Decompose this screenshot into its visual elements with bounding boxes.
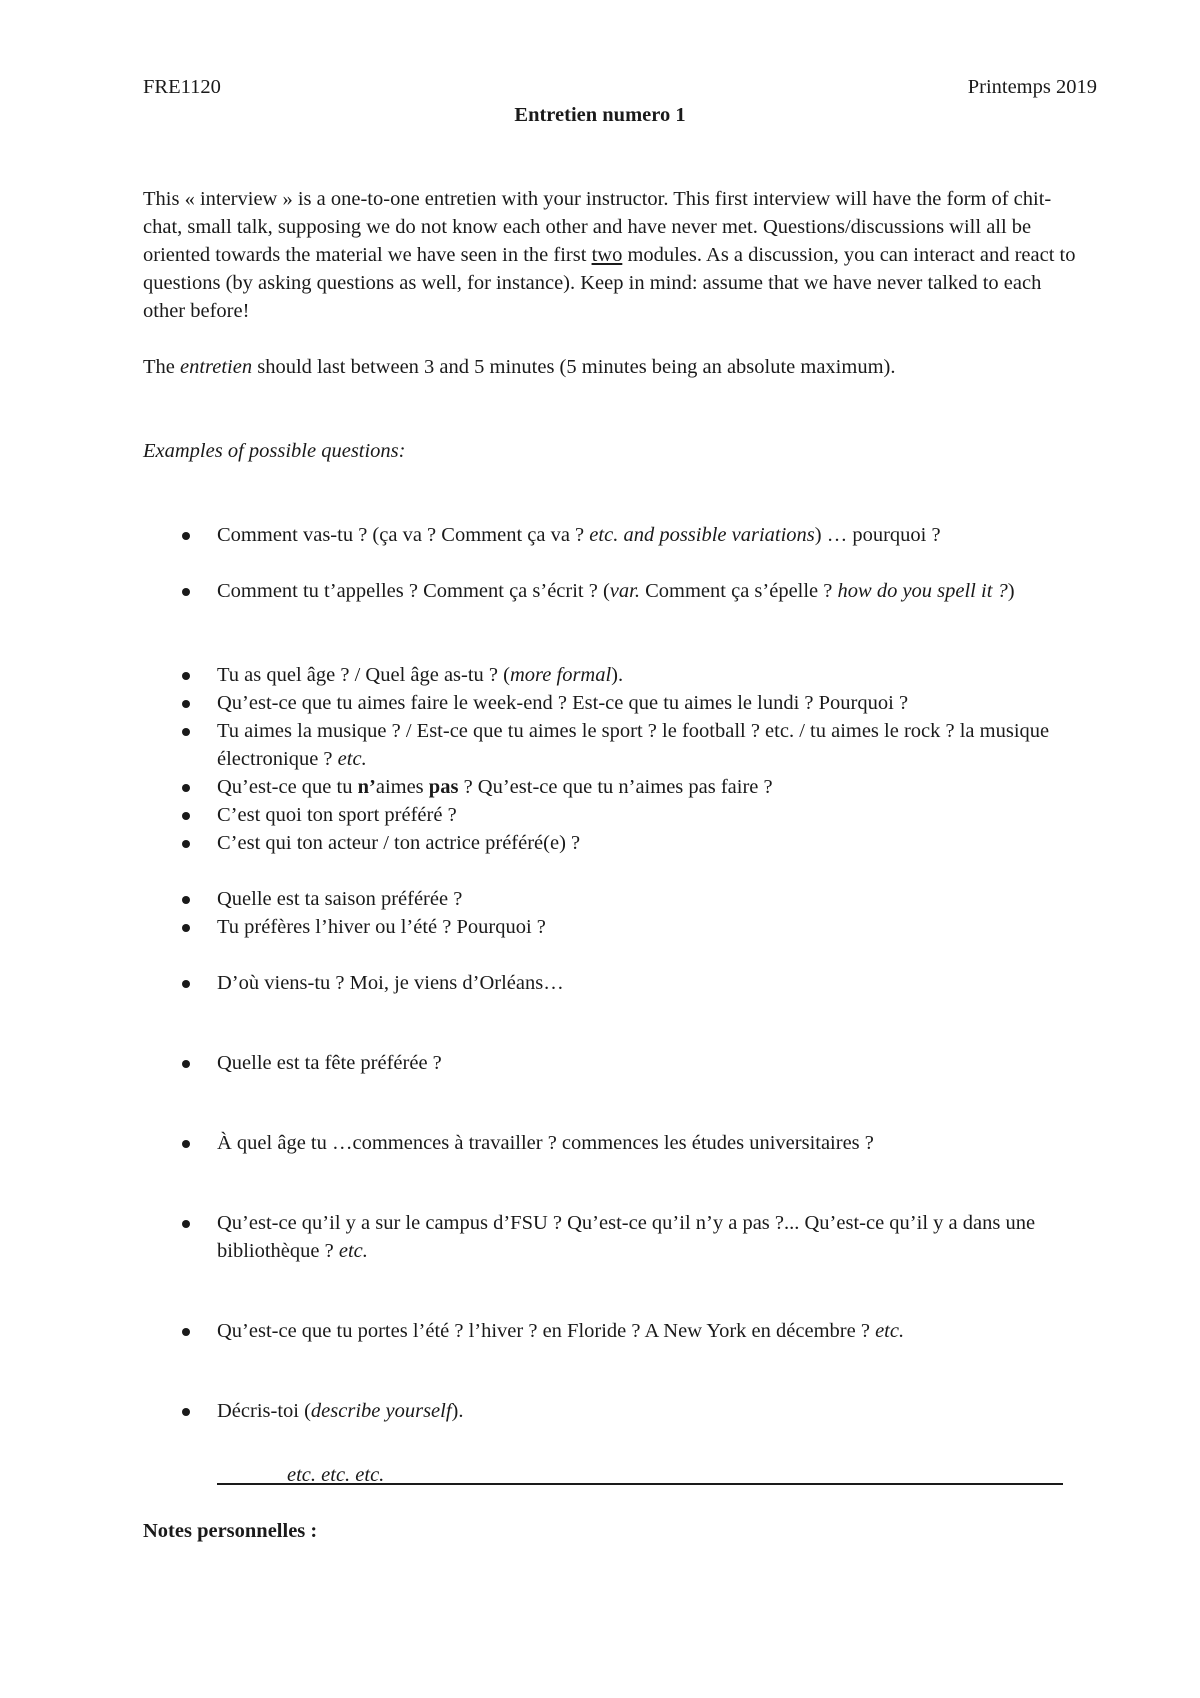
- list-item-text: Comment vas-tu ? (ça va ? Comment ça va ?: [217, 524, 590, 546]
- bullet-icon: [182, 1140, 190, 1148]
- list-item-text: aimes: [375, 776, 429, 798]
- list-item-text: Qu’est-ce que tu: [217, 776, 358, 798]
- list-item-text: Tu préfères l’hiver ou l’été ? Pourquoi ?: [217, 916, 546, 938]
- list-item-italic: describe yourself: [310, 1400, 452, 1422]
- list-item-italic: etc. and possible variations: [589, 524, 815, 546]
- bullet-icon: [182, 840, 190, 848]
- bullet-icon: [182, 588, 190, 596]
- list-item: [217, 521, 1077, 549]
- notes-label: Notes personnelles :: [143, 1520, 318, 1542]
- bullet-icon: [182, 532, 190, 540]
- list-item-bold: n’: [357, 776, 376, 798]
- list-item-text: D’où viens-tu ? Moi, je viens d’Orléans…: [217, 972, 564, 994]
- list-item-bold: pas: [428, 776, 459, 798]
- list-item-italic: etc.: [337, 748, 367, 770]
- list-item: [217, 1209, 1077, 1265]
- list-item: [217, 1129, 1077, 1157]
- list-item: [217, 1397, 1077, 1425]
- bullet-icon: [182, 980, 190, 988]
- list-item: [217, 773, 1077, 801]
- term-label: Printemps 2019: [967, 76, 1097, 98]
- bullet-icon: [182, 784, 190, 792]
- list-item-text: Comment ça s’épelle ?: [639, 580, 838, 602]
- list-item-text: Tu aimes la musique ? / Est-ce que tu aimes le sport ? le football ? etc. / tu aimes le rock ? la musique électronique ?: [217, 720, 1050, 770]
- list-item-text: Qu’est-ce qu’il y a sur le campus d’FSU ? Qu’est-ce qu’il n’y a pas ?... Qu’est-ce qu’il y a dans une bibliothèque ?: [217, 1212, 1036, 1262]
- list-item: [217, 801, 1077, 829]
- page-title: Entretien numero 1: [514, 104, 686, 126]
- bullet-icon: [182, 728, 190, 736]
- list-item: [217, 1049, 1077, 1077]
- list-item: [217, 913, 1077, 941]
- intro-paragraph: [143, 185, 1078, 325]
- bullet-icon: [182, 896, 190, 904]
- list-item-text: Quelle est ta saison préférée ?: [217, 888, 463, 910]
- list-item-text: ): [1007, 580, 1015, 602]
- list-item: [217, 885, 1077, 913]
- list-item-italic: etc.: [338, 1240, 368, 1262]
- list-item-text: ) … pourquoi ?: [814, 524, 941, 546]
- duration-text-part: should last between 3 and 5 minutes (5 minutes being an absolute maximum).: [252, 356, 896, 378]
- list-item: [217, 717, 1077, 773]
- list-item-text: ).: [451, 1400, 464, 1422]
- bullet-icon: [182, 700, 190, 708]
- bullet-icon: [182, 1408, 190, 1416]
- list-item: [217, 1317, 1077, 1345]
- list-item-text: Qu’est-ce que tu aimes faire le week-end ? Est-ce que tu aimes le lundi ? Pourquoi ?: [217, 692, 909, 714]
- bullet-icon: [182, 924, 190, 932]
- duration-text-part: The: [143, 356, 180, 378]
- bullet-icon: [182, 812, 190, 820]
- intro-text-part: This « interview » is a one-to-one entretien with your instructor. This first interview will have the form of chit-chat, small talk, supposing we do not know each other and have never met. Questions/discussions will all be oriented towards the material we have seen in the first: [143, 188, 1052, 266]
- list-item-italic: how do you spell it ?: [837, 580, 1008, 602]
- list-item-text: Décris-toi (: [217, 1400, 311, 1422]
- list-item: [217, 661, 1077, 689]
- intro-text: [143, 185, 1078, 325]
- duration-paragraph: [143, 353, 1078, 381]
- list-item-text: Qu’est-ce que tu portes l’été ? l’hiver ? en Floride ? A New York en décembre ?: [217, 1320, 876, 1342]
- list-item-text: Quelle est ta fête préférée ?: [217, 1052, 442, 1074]
- list-item-text: À quel âge tu …commences à travailler ? commences les études universitaires ?: [217, 1132, 874, 1154]
- list-item-text: ? Qu’est-ce que tu n’aimes pas faire ?: [458, 776, 773, 798]
- course-code: FRE1120: [143, 76, 221, 98]
- bullet-icon: [182, 672, 190, 680]
- list-item-italic: var.: [609, 580, 640, 602]
- list-item-text: C’est quoi ton sport préféré ?: [217, 804, 457, 826]
- bullet-icon: [182, 1220, 190, 1228]
- list-item-text: Tu as quel âge ? / Quel âge as-tu ? (: [217, 664, 510, 686]
- list-item-text: ).: [611, 664, 624, 686]
- list-item-text: C’est qui ton acteur / ton actrice préféré(e) ?: [217, 832, 581, 854]
- list-item: [217, 689, 1077, 717]
- list-item: [217, 577, 1077, 605]
- list-item-italic: more formal: [510, 664, 612, 686]
- intro-underlined-word: two: [591, 244, 623, 266]
- bullet-icon: [182, 1060, 190, 1068]
- etc-line: etc. etc. etc.: [287, 1464, 385, 1486]
- list-item: [217, 829, 1077, 857]
- list-item: [217, 969, 1077, 997]
- bullet-icon: [182, 1328, 190, 1336]
- duration-italic-word: entretien: [180, 356, 253, 378]
- intro-text-part: modules. As a discussion, you can interact and react to questions (by asking questions as well, for instance). Keep in mind: assume that we have never talked to each other before!: [143, 244, 1076, 322]
- examples-heading: Examples of possible questions:: [143, 440, 406, 462]
- list-item-text: Comment tu t’appelles ? Comment ça s’écrit ? (: [217, 580, 610, 602]
- horizontal-rule: [217, 1483, 1063, 1485]
- list-item-italic: etc.: [875, 1320, 905, 1342]
